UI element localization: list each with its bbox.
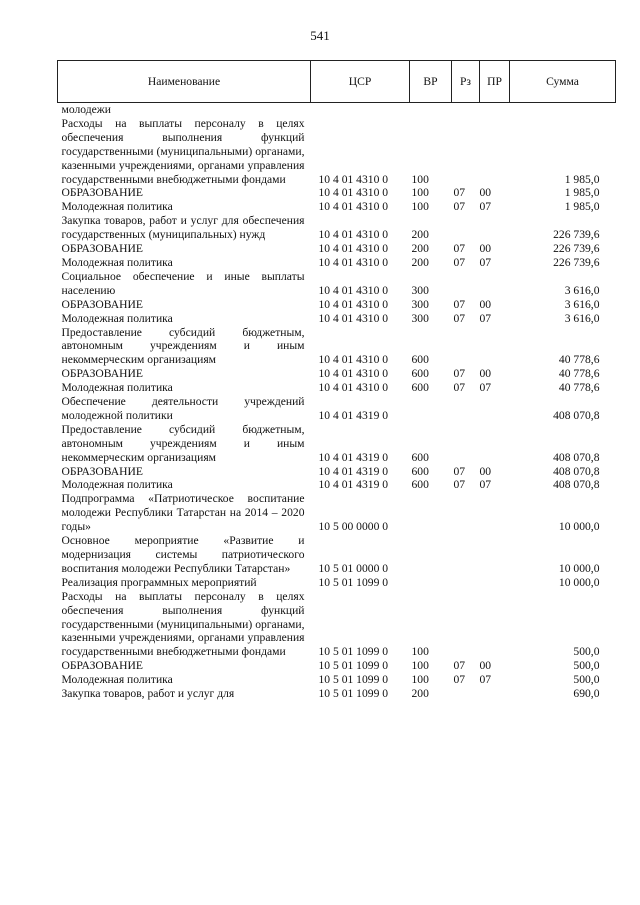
cell-vr: 200 xyxy=(411,255,429,269)
cell-pr xyxy=(480,326,510,368)
cell-name: ОБРАЗОВАНИЕ xyxy=(61,659,143,673)
cell-rz xyxy=(452,423,480,465)
table-row xyxy=(58,242,616,256)
table-row xyxy=(58,590,616,660)
cell-vr: 600 xyxy=(411,464,429,478)
cell-vr: 100 xyxy=(411,186,429,200)
cell-csr: 10 4 01 4310 0 xyxy=(318,186,389,200)
cell-pr: 07 xyxy=(479,255,492,269)
cell-sum xyxy=(510,103,616,117)
cell-pr: 07 xyxy=(479,200,492,214)
cell-pr: 00 xyxy=(479,186,492,200)
cell-csr: 10 4 01 4310 0 xyxy=(318,367,389,381)
cell-vr: 100 xyxy=(411,673,429,687)
cell-rz: 07 xyxy=(453,659,466,673)
cell-pr: 00 xyxy=(479,242,492,256)
table-row xyxy=(58,103,616,117)
cell-sum: 1 985,0 xyxy=(564,186,600,200)
cell-name: Молодежная политика xyxy=(61,311,173,325)
cell-sum: 408 070,8 xyxy=(553,408,600,422)
cell-pr: 07 xyxy=(479,478,492,492)
cell-rz: 07 xyxy=(453,297,466,311)
cell-pr: 07 xyxy=(479,381,492,395)
table-row xyxy=(58,687,616,701)
cell-csr: 10 4 01 4310 0 xyxy=(318,228,389,242)
cell-rz xyxy=(452,117,480,187)
cell-pr xyxy=(480,270,510,298)
cell-vr: 600 xyxy=(411,353,429,367)
cell-name: Расходы на выплаты персоналу в целях обеспечения выполнения функций государственными (муниципальными) органами, казенными учреждениями, органами управления государственными внебюджетными фондами xyxy=(61,116,305,186)
cell-vr: 200 xyxy=(411,228,429,242)
cell-rz xyxy=(452,214,480,242)
table-row xyxy=(58,117,616,187)
table-row xyxy=(58,423,616,465)
cell-pr xyxy=(480,534,510,576)
cell-csr: 10 5 01 1099 0 xyxy=(318,659,389,673)
cell-sum: 10 000,0 xyxy=(558,561,600,575)
cell-pr xyxy=(480,576,510,590)
table-row xyxy=(58,326,616,368)
cell-sum: 408 070,8 xyxy=(553,478,600,492)
cell-rz: 07 xyxy=(453,200,466,214)
budget-table xyxy=(57,60,616,701)
table-row xyxy=(58,312,616,326)
cell-name: Социальное обеспечение и иные выплаты населению xyxy=(61,269,305,297)
header-pr: ПР xyxy=(480,61,510,103)
cell-rz: 07 xyxy=(453,381,466,395)
cell-vr: 600 xyxy=(411,450,429,464)
cell-csr: 10 4 01 4310 0 xyxy=(318,255,389,269)
cell-name: Молодежная политика xyxy=(61,381,173,395)
cell-pr: 07 xyxy=(479,673,492,687)
cell-csr: 10 5 00 0000 0 xyxy=(318,520,389,534)
cell-rz: 07 xyxy=(453,186,466,200)
cell-csr: 10 5 01 1099 0 xyxy=(318,645,389,659)
table-row xyxy=(58,492,616,534)
cell-name: Предоставление субсидий бюджетным, автономным учреждениям и иным некоммерческим организациям xyxy=(61,325,305,367)
cell-csr: 10 4 01 4310 0 xyxy=(318,172,389,186)
cell-rz xyxy=(452,492,480,534)
cell-csr: 10 4 01 4310 0 xyxy=(318,297,389,311)
cell-sum: 1 985,0 xyxy=(564,172,600,186)
budget-table-container xyxy=(57,60,615,701)
cell-rz: 07 xyxy=(453,464,466,478)
table-row xyxy=(58,367,616,381)
header-csr: ЦСР xyxy=(311,61,410,103)
cell-rz: 07 xyxy=(453,367,466,381)
cell-sum: 40 778,6 xyxy=(558,367,600,381)
cell-sum: 408 070,8 xyxy=(553,464,600,478)
cell-vr: 300 xyxy=(411,311,429,325)
table-row xyxy=(58,214,616,242)
cell-csr: 10 4 01 4319 0 xyxy=(318,464,389,478)
table-row xyxy=(58,478,616,492)
cell-rz: 07 xyxy=(453,673,466,687)
cell-vr xyxy=(410,576,452,590)
cell-name: Молодежная политика xyxy=(61,673,173,687)
cell-vr: 300 xyxy=(411,283,429,297)
table-row xyxy=(58,465,616,479)
cell-sum: 10 000,0 xyxy=(558,520,600,534)
cell-sum: 226 739,6 xyxy=(553,228,600,242)
cell-name: Реализация программных мероприятий xyxy=(61,575,257,589)
cell-pr: 00 xyxy=(479,297,492,311)
cell-csr: 10 4 01 4310 0 xyxy=(318,311,389,325)
header-sum: Сумма xyxy=(510,61,616,103)
cell-sum: 40 778,6 xyxy=(558,353,600,367)
cell-vr: 600 xyxy=(411,381,429,395)
cell-rz: 07 xyxy=(453,255,466,269)
cell-csr: 10 4 01 4319 0 xyxy=(318,478,389,492)
cell-rz: 07 xyxy=(453,311,466,325)
cell-sum: 1 985,0 xyxy=(564,200,600,214)
cell-name: ОБРАЗОВАНИЕ xyxy=(61,186,143,200)
table-row xyxy=(58,395,616,423)
table-row xyxy=(58,270,616,298)
cell-pr xyxy=(480,687,510,701)
cell-rz: 07 xyxy=(453,242,466,256)
table-row xyxy=(58,381,616,395)
cell-csr: 10 5 01 1099 0 xyxy=(318,575,389,589)
cell-name: Закупка товаров, работ и услуг для xyxy=(61,687,235,701)
cell-csr: 10 4 01 4319 0 xyxy=(318,450,389,464)
cell-csr: 10 4 01 4310 0 xyxy=(318,283,389,297)
cell-csr: 10 4 01 4310 0 xyxy=(318,381,389,395)
header-row xyxy=(58,61,616,103)
cell-vr: 100 xyxy=(411,645,429,659)
cell-rz xyxy=(452,326,480,368)
cell-sum: 3 616,0 xyxy=(564,283,600,297)
cell-sum: 40 778,6 xyxy=(558,381,600,395)
cell-name: Молодежная политика xyxy=(61,200,173,214)
table-row xyxy=(58,659,616,673)
table-row xyxy=(58,673,616,687)
cell-name: ОБРАЗОВАНИЕ xyxy=(61,367,143,381)
cell-rz xyxy=(452,687,480,701)
cell-vr: 100 xyxy=(411,172,429,186)
cell-csr: 10 4 01 4310 0 xyxy=(318,353,389,367)
cell-pr: 00 xyxy=(479,367,492,381)
header-vr: ВР xyxy=(410,61,452,103)
cell-vr xyxy=(410,103,452,117)
table-row xyxy=(58,186,616,200)
cell-pr: 00 xyxy=(479,659,492,673)
cell-rz: 07 xyxy=(453,478,466,492)
table-row xyxy=(58,256,616,270)
cell-sum: 500,0 xyxy=(573,659,600,673)
cell-name: Закупка товаров, работ и услуг для обеспечения государственных (муниципальных) нужд xyxy=(61,214,305,242)
cell-pr xyxy=(480,395,510,423)
cell-vr: 100 xyxy=(411,200,429,214)
cell-name: Молодежная политика xyxy=(61,255,173,269)
cell-pr xyxy=(480,492,510,534)
cell-csr: 10 4 01 4310 0 xyxy=(318,242,389,256)
cell-sum: 226 739,6 xyxy=(553,255,600,269)
cell-pr xyxy=(480,214,510,242)
cell-sum: 500,0 xyxy=(573,673,600,687)
cell-rz xyxy=(452,590,480,660)
cell-sum: 226 739,6 xyxy=(553,242,600,256)
cell-vr xyxy=(410,395,452,423)
cell-pr: 00 xyxy=(479,464,492,478)
cell-csr: 10 5 01 0000 0 xyxy=(318,561,389,575)
cell-csr: 10 4 01 4319 0 xyxy=(318,408,389,422)
cell-csr: 10 5 01 1099 0 xyxy=(318,687,389,701)
cell-sum: 500,0 xyxy=(573,645,600,659)
cell-vr: 100 xyxy=(411,659,429,673)
cell-pr xyxy=(480,103,510,117)
cell-name: ОБРАЗОВАНИЕ xyxy=(61,242,143,256)
table-row xyxy=(58,576,616,590)
cell-sum: 3 616,0 xyxy=(564,311,600,325)
cell-name: Расходы на выплаты персоналу в целях обеспечения выполнения функций государственными (муниципальными) органами, казенными учреждениями, органами управления государственными внебюджетными фондами xyxy=(61,589,305,659)
cell-name: Предоставление субсидий бюджетным, автономным учреждениям и иным некоммерческим организациям xyxy=(61,422,305,464)
cell-vr xyxy=(410,534,452,576)
table-row xyxy=(58,534,616,576)
cell-sum: 3 616,0 xyxy=(564,297,600,311)
cell-name: молодежи xyxy=(61,103,111,116)
cell-csr xyxy=(311,103,410,117)
cell-name: ОБРАЗОВАНИЕ xyxy=(61,297,143,311)
cell-csr: 10 5 01 1099 0 xyxy=(318,673,389,687)
header-rz: Рз xyxy=(452,61,480,103)
cell-pr xyxy=(480,117,510,187)
cell-rz xyxy=(452,534,480,576)
cell-rz xyxy=(452,576,480,590)
cell-name: Молодежная политика xyxy=(61,478,173,492)
cell-rz xyxy=(452,270,480,298)
cell-name: Основное мероприятие «Развитие и модернизация системы патриотического воспитания молодежи Республики Татарстан» xyxy=(61,534,305,575)
cell-sum: 408 070,8 xyxy=(553,450,600,464)
table-row xyxy=(58,298,616,312)
cell-name: Обеспечение деятельности учреждений молодежной политики xyxy=(61,395,305,422)
cell-vr: 600 xyxy=(411,478,429,492)
header-name: Наименование xyxy=(58,61,311,103)
table-body xyxy=(58,103,616,701)
cell-pr xyxy=(480,590,510,660)
cell-vr: 300 xyxy=(411,297,429,311)
cell-sum: 10 000,0 xyxy=(558,575,600,589)
cell-csr: 10 4 01 4310 0 xyxy=(318,200,389,214)
page-number: 541 xyxy=(310,28,330,43)
table-header xyxy=(58,61,616,103)
table-row xyxy=(58,200,616,214)
cell-vr: 200 xyxy=(411,242,429,256)
cell-sum: 690,0 xyxy=(573,687,600,701)
cell-name: Подпрограмма «Патриотическое воспитание молодежи Республики Татарстан на 2014 – 2020 годы» xyxy=(61,492,305,534)
cell-pr: 07 xyxy=(479,311,492,325)
cell-rz xyxy=(452,395,480,423)
cell-rz xyxy=(452,103,480,117)
cell-vr: 200 xyxy=(411,687,429,701)
cell-vr xyxy=(410,492,452,534)
cell-vr: 600 xyxy=(411,367,429,381)
cell-pr xyxy=(480,423,510,465)
cell-name: ОБРАЗОВАНИЕ xyxy=(61,464,143,478)
